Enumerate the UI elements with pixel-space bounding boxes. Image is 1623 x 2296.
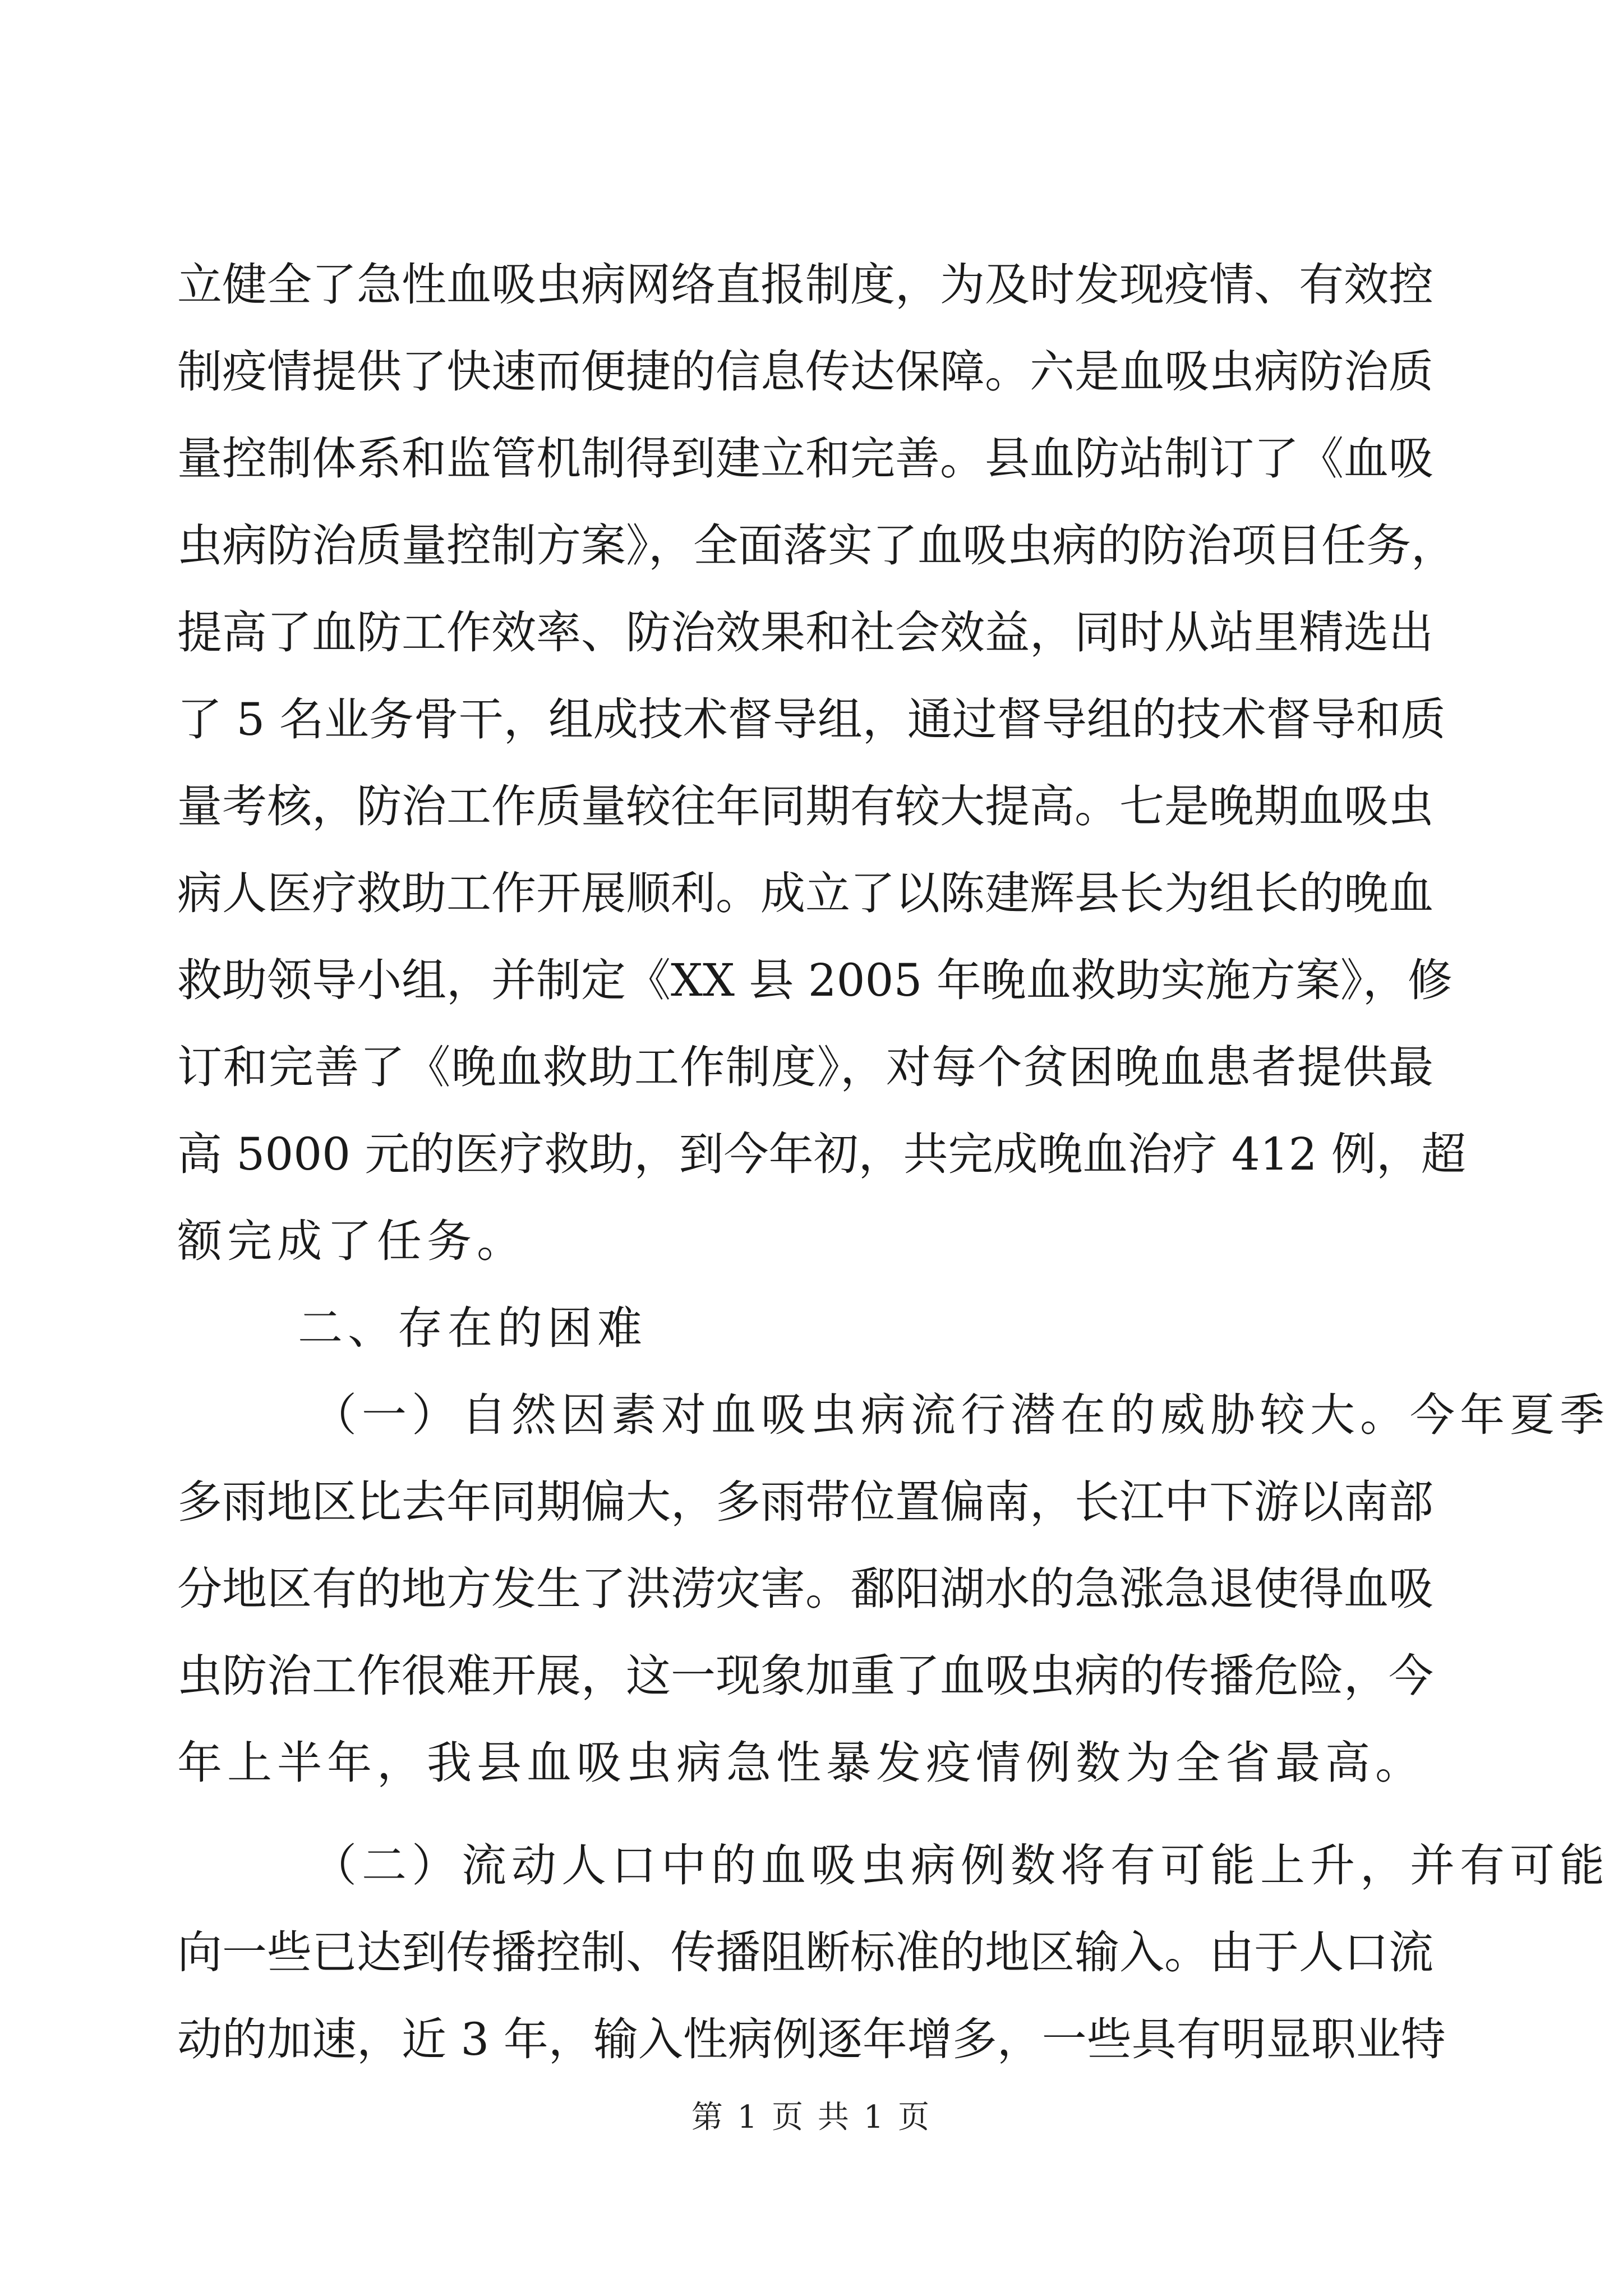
- section-heading: 二、存在的困难: [298, 1302, 647, 1354]
- text-line-10: 订和完善了《晚血救助工作制度》，对每个贫困晚血患者提供最: [177, 1041, 1433, 1093]
- text-line-17: 虫防治工作很难开展，这一现象加重了血吸虫病的传播危险，今: [177, 1650, 1433, 1702]
- text-line-7: 量考核，防治工作质量较往年同期有较大提高。七是晚期血吸虫: [177, 780, 1433, 832]
- page-footer: 第 1 页 共 1 页: [691, 2099, 932, 2136]
- text-line-9: 救助领导小组，并制定《XX 县 2005 年晚血救助实施方案》，修: [177, 954, 1453, 1006]
- text-line-15: 多雨地区比去年同期偏大，多雨带位置偏南，长江中下游以南部: [177, 1476, 1433, 1528]
- document-body: [177, 241, 1610, 2083]
- text-line-19: （二）流动人口中的血吸虫病例数将有可能上升，并有可能: [312, 1839, 1610, 1892]
- text-line-18: 年上半年，我县血吸虫病急性暴发疫情例数为全省最高。: [177, 1737, 1425, 1789]
- text-line-1: 立健全了急性血吸虫病网络直报制度，为及时发现疫情、有效控: [177, 259, 1433, 311]
- text-line-3: 量控制体系和监管机制得到建立和完善。县血防站制订了《血吸: [177, 432, 1433, 485]
- text-line-2: 制疫情提供了快速而便捷的信息传达保障。六是血吸虫病防治质: [177, 346, 1433, 398]
- text-line-5: 提高了血防工作效率、防治效果和社会效益，同时从站里精选出: [177, 606, 1433, 659]
- text-line-8: 病人医疗救助工作开展顺利。成立了以陈建辉县长为组长的晚血: [177, 867, 1433, 919]
- text-line-14: （一）自然因素对血吸虫病流行潜在的威胁较大。今年夏季: [312, 1389, 1610, 1441]
- text-line-11: 高 5000 元的医疗救助，到今年初，共完成晚血治疗 412 例，超: [177, 1128, 1467, 1180]
- text-line-6: 了 5 名业务骨干，组成技术督导组，通过督导组的技术督导和质: [177, 693, 1446, 746]
- text-line-20: 向一些已达到传播控制、传播阻断标准的地区输入。由于人口流: [177, 1926, 1433, 1978]
- text-line-16: 分地区有的地方发生了洪涝灾害。鄱阳湖水的急涨急退使得血吸: [177, 1563, 1433, 1615]
- text-line-12: 额完成了任务。: [177, 1215, 527, 1267]
- text-line-21: 动的加速，近 3 年，输入性病例逐年增多，一些具有明显职业特: [177, 2013, 1446, 2065]
- text-line-4: 虫病防治质量控制方案》，全面落实了血吸虫病的防治项目任务，: [177, 519, 1456, 572]
